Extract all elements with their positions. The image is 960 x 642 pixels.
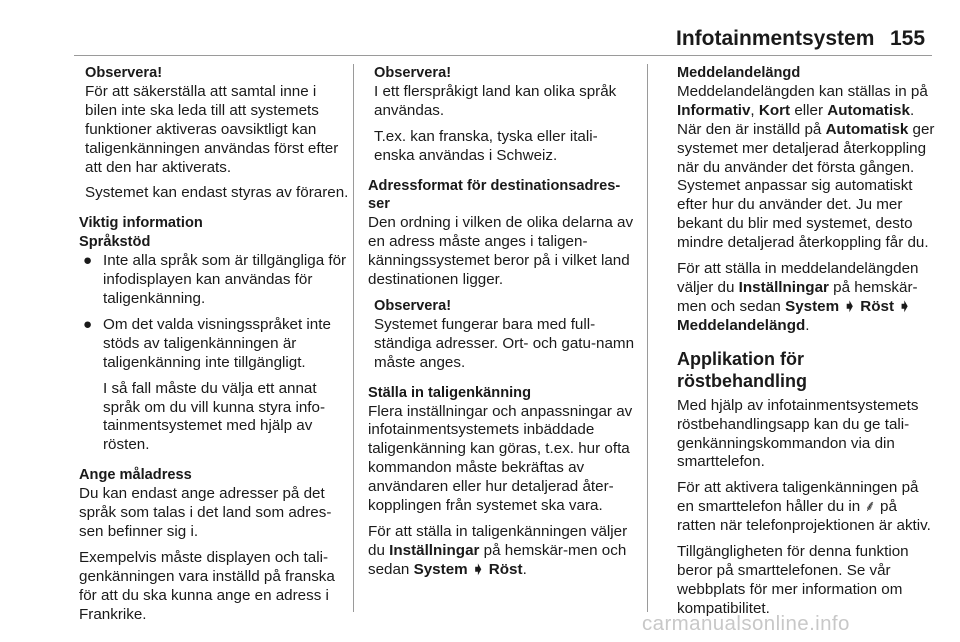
text-run: ger systemet mer detaljerad återkoppling när du använder det första gången. Systemet anpassar sig automatiskt efter hur du använder det. Ju mer bekant du blir med systemet, desto mindre detaljerad återkoppling får du. [677,120,935,252]
text-run: . När den är inställd på [677,101,915,138]
paragraph [677,479,935,536]
note-block-1 [79,64,351,203]
section-heading: Adressformat för destinationsadres-ser [368,177,621,213]
paragraph [368,523,634,580]
bullet-dot-icon: ● [83,252,93,270]
note-text: Systemet kan endast styras av föraren. [85,184,349,202]
bullet-text: Om det valda visningsspråket inte stöds av taligenkänningen är taligenkänning inte tillgängligt. [103,315,331,371]
text-run: . [805,316,810,334]
watermark-link[interactable]: carmanualsonline.info [642,612,850,635]
column-divider-1 [353,64,354,612]
section-heading: Ställa in taligenkänning [368,384,531,401]
bullet-text: Inte alla språk som är tillgängliga för infodisplayen kan användas för taligenkänning. [103,252,347,307]
paragraph: Exempelvis måste displayen och tali-genkänningen vara inställd på franska för att du ska kunna ange en adress i Frankrike. [79,548,335,623]
note-label: Observera! [374,297,452,314]
text-run: För att ställa in taligenkänningen väljer du [368,522,628,559]
text-run: För att aktivera taligenkänningen på en smarttelefon håller du in [677,479,919,516]
paragraph: Den ordning i vilken de olika delarna av en adress måste anges i taligen-känningssystemet beror på i vilket land destinationen ligger. [368,214,634,289]
section-heading: Meddelandelängd [677,65,801,81]
bullet-item [79,316,351,455]
paragraph [677,260,935,336]
option-informative: Informativ [677,101,751,119]
section-heading: Språkstöd [79,234,151,251]
bullet-item [79,252,351,309]
note-text: I ett flerspråkigt land kan olika språk användas. [374,82,617,119]
section-heading: Ange måladress [79,467,192,484]
bullet-dot-icon: ● [83,315,93,333]
text-run: Meddelandelängden kan ställas in på [677,82,928,100]
paragraph: Tillgängligheten för denna funktion beror på smarttelefonen. Se vår webbplats för mer information om kompatibilitet. [677,543,909,617]
note-block-3 [368,297,634,373]
menu-path-system-voice: System ➧ Röst [413,560,523,578]
text-run: på ratten när telefonprojektionen är aktiv. [677,498,931,535]
column-divider-2 [647,64,648,612]
note-label: Observera! [85,65,163,81]
text-run: . [522,560,527,578]
column-3 [677,64,935,619]
text-run: på hemskär-men och sedan [368,541,627,578]
note-text: T.ex. kan franska, tyska eller itali-enska användas i Schweiz. [374,127,598,164]
text-run: , [750,101,759,119]
bullet-text: I så fall måste du välja ett annat språk om du vill kunna styra info-tainmentsystemet med hjälp av rösten. [103,379,325,454]
note-text: För att säkerställa att samtal inne i bilen inte ska leda till att systemets funktioner aktiveras oavsiktligt kan taligenkänningen användas först efter att den har aktiverats. [85,82,339,176]
note-label: Observera! [374,65,452,81]
text-run: på hemskär-men och sedan [677,278,918,315]
option-automatic: Automatisk [827,101,910,119]
menu-path-message-length: System ➧ Röst ➧ Meddelandelängd [677,297,911,334]
text-run: För att ställa in meddelandelängden väljer du [677,260,919,296]
option-short: Kort [758,101,791,119]
menu-ref-settings: Inställningar [738,278,829,296]
paragraph: Med hjälp av infotainmentsystemets röstbehandlingsapp kan du ge tali-genkänningskommandon via din smarttelefon. [677,396,919,471]
column-1 [79,64,351,624]
note-block-2 [368,64,634,166]
menu-ref-settings: Inställningar [389,541,480,559]
paragraph [677,83,935,253]
column-2 [368,64,634,580]
section-title: Applikation för röstbehandling [677,348,807,391]
page-number: 155 [890,27,926,50]
header-divider [74,55,932,56]
option-automatic: Automatisk [825,120,909,138]
note-text: Systemet fungerar bara med full-ständiga adresser. Ort- och gatu-namn måste anges. [374,315,635,371]
paragraph: Flera inställningar och anpassningar av infotainmentsystemets inbäddade taligenkänning kan göras, t.ex. hur ofta kommandon måste bekräftas av användaren eller hur detaljerad åter-kopplingen från systemet ska vara. [368,402,633,515]
page-header-title: Infotainmentsystem [676,27,875,50]
paragraph: Du kan endast ange adresser på det språk som talas i det land som adres-sen befinner sig i. [79,485,332,540]
text-run: eller [790,101,828,119]
voice-button-icon: ⸙ [864,498,876,516]
section-heading: Viktig information [79,215,203,232]
